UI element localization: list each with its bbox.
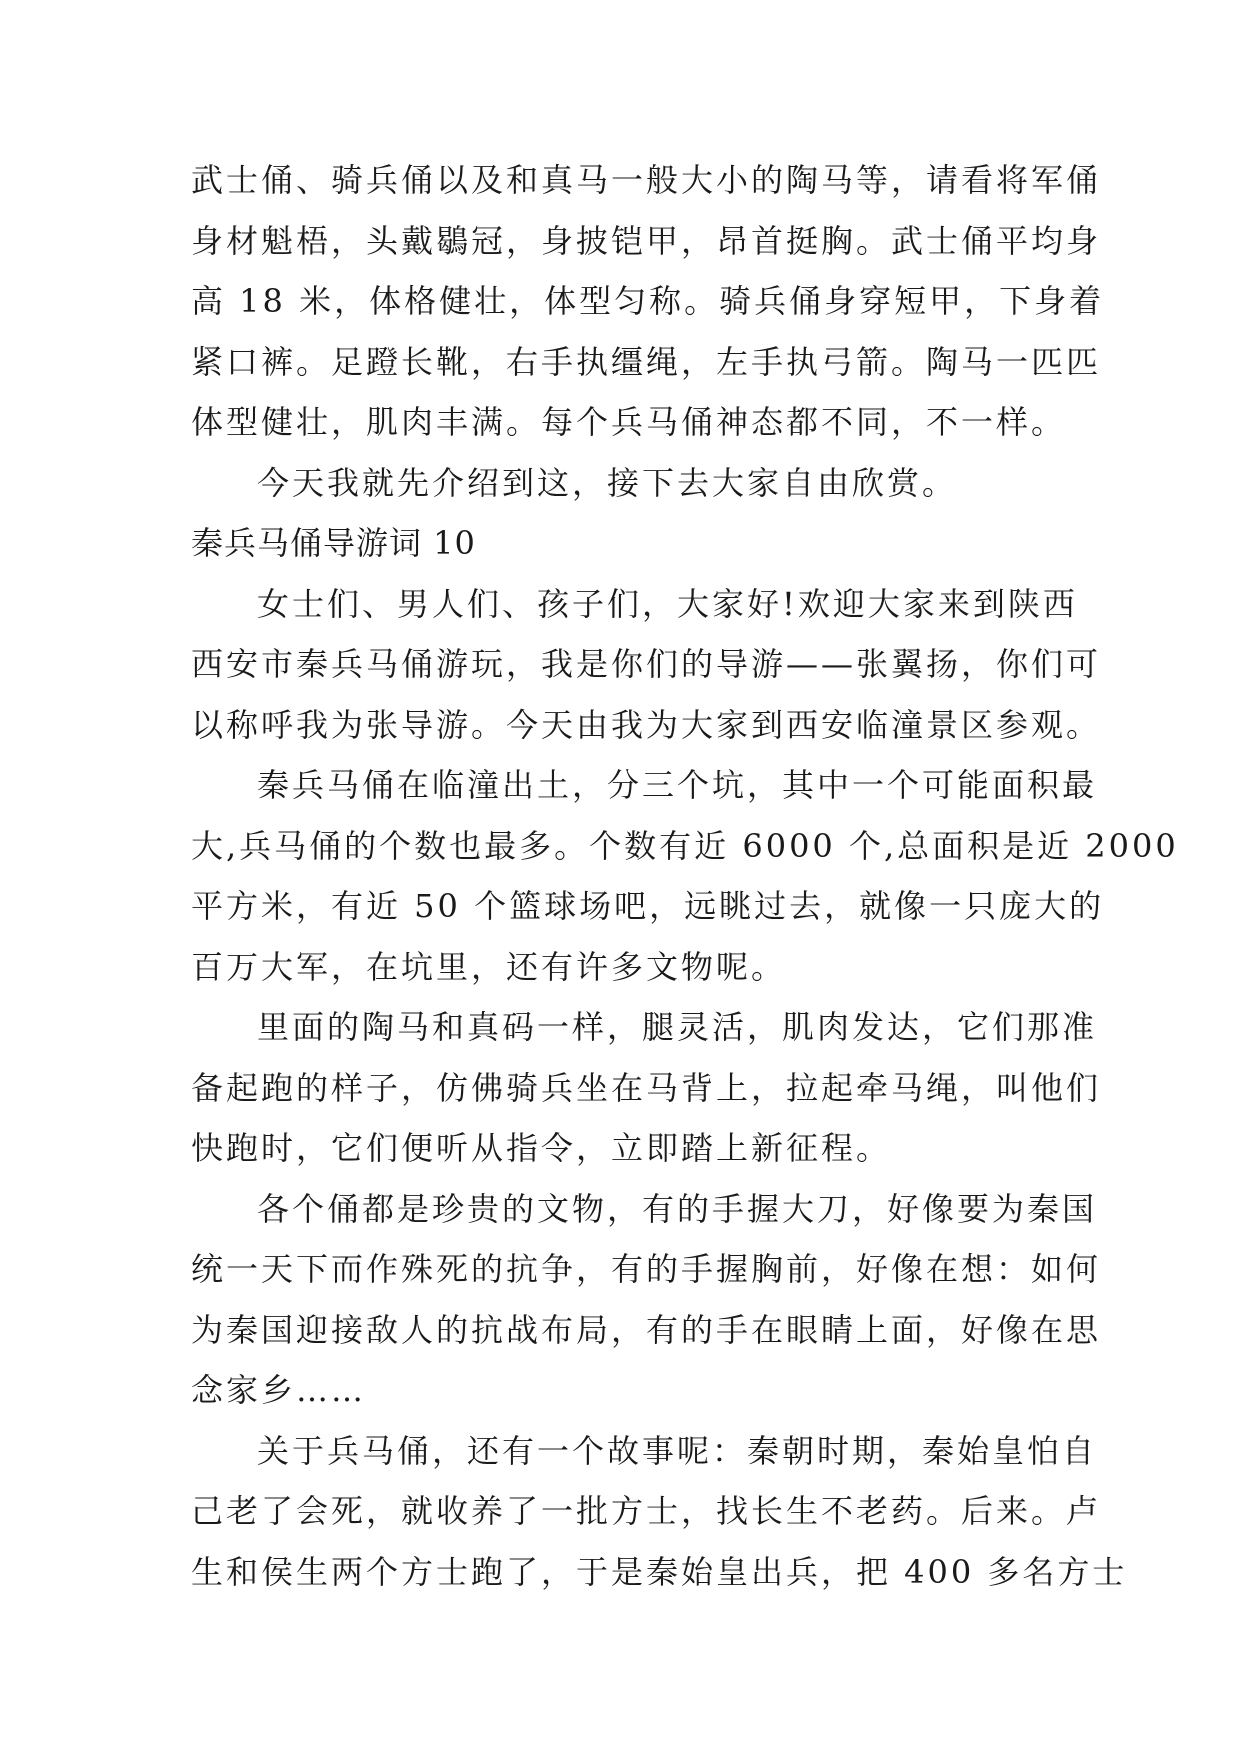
text-line: 女士们、男人们、孩子们，大家好!欢迎大家来到陕西: [257, 584, 1078, 623]
text-line: 秦兵马俑在临潼出土，分三个坑，其中一个可能面积最: [257, 766, 1098, 804]
text-line: 武士俑、骑兵俑以及和真马一般大小的陶马等，请看将军俑: [191, 161, 1102, 199]
text-line: 平方米，有近 50 个篮球场吧，远眺过去，就像一只庞大的: [191, 887, 1105, 925]
text-line: 体型健壮，肌肉丰满。每个兵马俑神态都不同，不一样。: [191, 403, 1067, 441]
text-line: 备起跑的样子，仿佛骑兵坐在马背上，拉起牵马绳，叫他们: [191, 1068, 1102, 1107]
text-line: 关于兵马俑，还有一个故事呢：秦朝时期，秦始皇怕自: [257, 1431, 1098, 1470]
text-line: 高 18 米，体格健壮，体型匀称。骑兵俑身穿短甲，下身着: [191, 282, 1105, 320]
text-line: 各个俑都是珍贵的文物，有的手握大刀，好像要为秦国: [257, 1189, 1098, 1228]
text-line: 快跑时，它们便听从指令，立即踏上新征程。: [191, 1129, 892, 1167]
text-line: 身材魁梧，头戴鶡冠，身披铠甲，昂首挺胸。武士俑平均身: [191, 221, 1102, 260]
text-line: 以称呼我为张导游。今天由我为大家到西安临潼景区参观。: [191, 705, 1102, 744]
document-body: [191, 160, 1179, 1612]
text-line: 里面的陶马和真码一样，腿灵活，肌肉发达，它们那准: [257, 1008, 1098, 1046]
text-line: 己老了会死，就收养了一批方士，找长生不老药。后来。卢: [191, 1492, 1102, 1530]
text-line: 大,兵马俑的个数也最多。个数有近 6000 个,总面积是近 2000: [191, 826, 1179, 865]
text-line: 百万大军，在坑里，还有许多文物呢。: [191, 947, 787, 986]
section-heading: 秦兵马俑导游词 10: [191, 524, 476, 562]
text-line: 今天我就先介绍到这，接下去大家自由欣赏。: [257, 463, 958, 502]
text-line: 为秦国迎接敌人的抗战布局，有的手在眼睛上面，好像在思: [191, 1310, 1102, 1349]
text-line: 念家乡……: [191, 1371, 367, 1409]
text-line: 紧口裤。足蹬长靴，右手执缰绳，左手执弓箭。陶马一匹匹: [191, 342, 1102, 381]
text-line: 统一天下而作殊死的抗争，有的手握胸前，好像在想：如何: [191, 1250, 1102, 1288]
text-line: 西安市秦兵马俑游玩，我是你们的导游——张翼扬，你们可: [191, 645, 1102, 683]
text-line: 生和侯生两个方士跑了，于是秦始皇出兵，把 400 多名方士: [191, 1552, 1128, 1591]
